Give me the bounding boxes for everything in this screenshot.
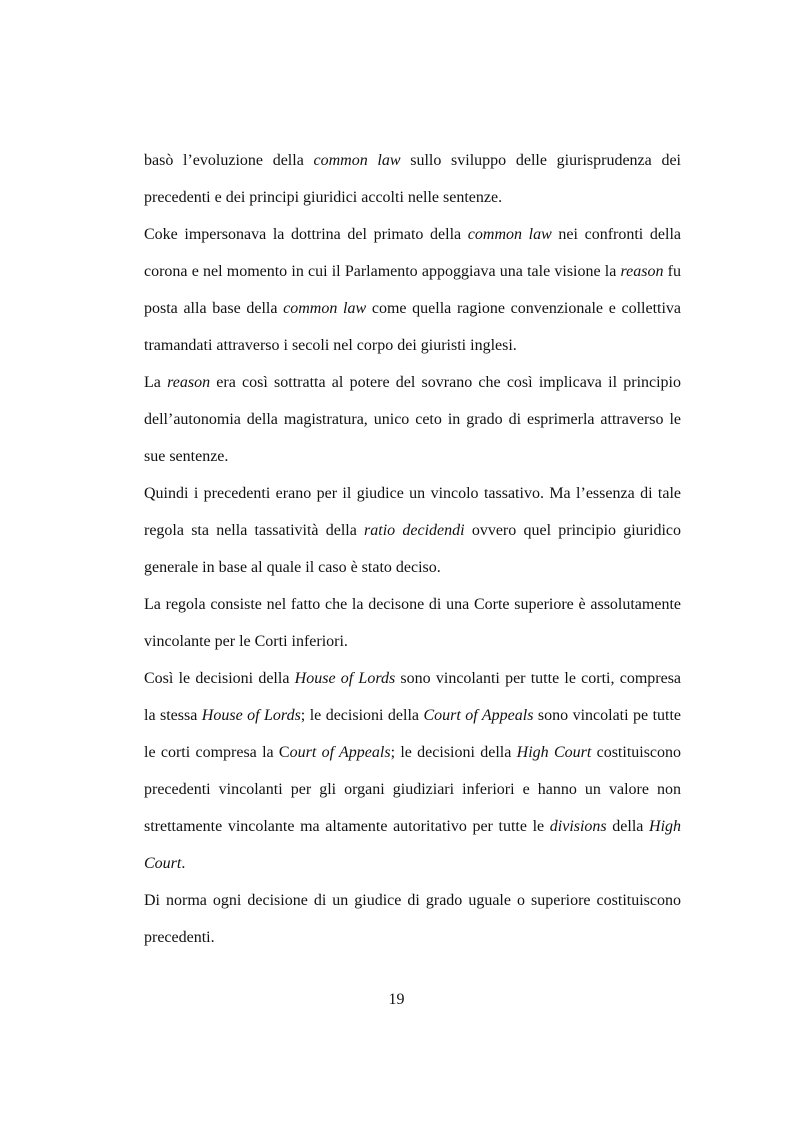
text-line — [144, 553, 681, 590]
text-run: Di norma ogni decisione di un giudice di grado uguale o superiore costituiscono — [144, 892, 681, 909]
italic-term: Court of Appeals — [423, 707, 534, 724]
text-line — [144, 627, 681, 664]
text-run: sullo sviluppo delle giurisprudenza dei — [400, 152, 681, 169]
text-run: vincolante per le Corti inferiori. — [144, 633, 348, 650]
text-run: come quella ragione convenzionale e collettiva — [366, 300, 682, 317]
italic-term: divisions — [549, 818, 607, 835]
text-run: nei confronti della — [551, 226, 681, 243]
text-run: dell’autonomia della magistratura, unico ceto in grado di esprimerla attraverso le — [144, 411, 681, 428]
text-run: La regola consiste nel fatto che la decisone di una Corte superiore è assolutamente — [144, 596, 681, 613]
text-run: La — [144, 374, 168, 391]
page-number: 19 — [388, 991, 405, 1008]
text-line — [144, 146, 681, 183]
text-line — [144, 479, 681, 516]
italic-term: High — [649, 818, 682, 835]
text-run: posta alla base della — [144, 300, 284, 317]
text-run: costituiscono — [591, 744, 682, 761]
italic-term: common law — [467, 226, 552, 243]
text-line — [144, 812, 681, 849]
text-run: ; le decisioni della — [390, 744, 517, 761]
text-line — [144, 849, 681, 886]
italic-term: common law — [283, 300, 367, 317]
text-run: Così le decisioni della — [144, 670, 295, 687]
text-line — [144, 220, 681, 257]
text-line — [144, 405, 681, 442]
text-run: della — [606, 818, 650, 835]
text-run: Quindi i precedenti erano per il giudice un vincolo tassativo. Ma l’essenza di tale — [144, 485, 681, 502]
text-run: fu — [663, 263, 681, 280]
text-line — [144, 775, 681, 812]
text-run: ; le decisioni della — [300, 707, 424, 724]
text-line — [144, 590, 681, 627]
italic-term: House of Lords — [201, 707, 301, 724]
text-line — [144, 664, 681, 701]
text-run: sono vincolati pe tutte — [533, 707, 682, 724]
italic-term: reason — [167, 374, 211, 391]
text-run: ovvero quel principio giuridico — [464, 522, 682, 539]
text-line — [144, 368, 681, 405]
text-line — [144, 923, 681, 960]
text-line — [144, 294, 681, 331]
text-run: precedenti e dei principi giuridici accolti nelle sentenze. — [144, 189, 503, 206]
text-run: basò l’evoluzione della — [144, 152, 314, 169]
italic-term: reason — [620, 263, 664, 280]
text-line — [144, 701, 681, 738]
text-run: sue sentenze. — [144, 448, 229, 465]
italic-term: High Court — [516, 744, 592, 761]
text-run: precedenti vincolanti per gli organi giudiziari inferiori e hanno un valore non — [144, 781, 681, 798]
text-line — [144, 331, 681, 368]
text-run: precedenti. — [144, 929, 215, 946]
italic-term: Court — [144, 855, 182, 872]
text-run: sono vincolanti per tutte le corti, compresa — [395, 670, 682, 687]
italic-term: common law — [313, 152, 401, 169]
text-line — [144, 886, 681, 923]
text-run: era così sottratta al potere del sovrano che così implicava il principio — [210, 374, 682, 391]
italic-term: House of Lords — [294, 670, 396, 687]
italic-term: ourt of Appeals — [289, 744, 391, 761]
text-line — [144, 442, 681, 479]
text-run: tramandati attraverso i secoli nel corpo dei giuristi inglesi. — [144, 337, 517, 354]
text-run: . — [181, 855, 186, 872]
text-line — [144, 738, 681, 775]
text-line — [144, 183, 681, 220]
body-text — [144, 146, 681, 960]
text-run: le corti compresa la C — [144, 744, 290, 761]
italic-term: ratio decidendi — [364, 522, 465, 539]
text-run: la stessa — [144, 707, 202, 724]
text-line — [144, 516, 681, 553]
text-run: generale in base al quale il caso è stato deciso. — [144, 559, 441, 576]
text-run: Coke impersonava la dottrina del primato della — [144, 226, 468, 243]
text-run: corona e nel momento in cui il Parlamento appoggiava una tale visione la — [144, 263, 621, 280]
text-line — [144, 257, 681, 294]
text-run: regola sta nella tassatività della — [144, 522, 365, 539]
text-run: strettamente vincolante ma altamente autoritativo per tutte le — [144, 818, 550, 835]
